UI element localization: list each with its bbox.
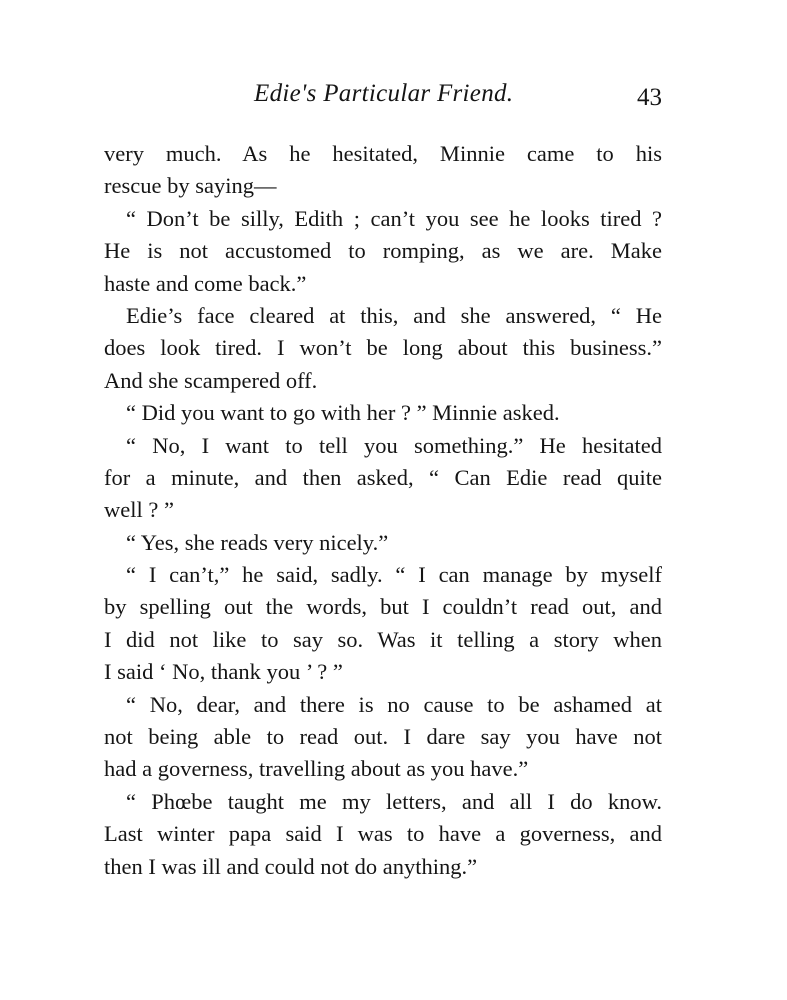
text-line: “ No, dear, and there is no cause to be ashamed at bbox=[126, 691, 662, 717]
text-line: haste and come back.” bbox=[104, 270, 307, 296]
text-line: And she scampered off. bbox=[104, 367, 318, 393]
text-line: Edie’s face cleared at this, and she answered, “ He bbox=[126, 302, 662, 328]
text-line: “ Did you want to go with her ? ” Minnie asked. bbox=[126, 400, 560, 426]
text-line: for a minute, and then asked, “ Can Edie read quite bbox=[104, 464, 662, 490]
running-title: Edie's Particular Friend. bbox=[254, 80, 514, 107]
text-line: had a governess, travelling about as you have.” bbox=[104, 756, 529, 782]
text-line: then I was ill and could not do anything.” bbox=[104, 853, 478, 879]
text-line: “ Yes, she reads very nicely.” bbox=[126, 529, 389, 555]
text-line: well ? ” bbox=[104, 497, 174, 523]
text-line: Last winter papa said I was to have a governess, and bbox=[104, 821, 662, 847]
text-line: He is not accustomed to romping, as we are. Make bbox=[104, 238, 662, 264]
text-line: does look tired. I won’t be long about this business.” bbox=[104, 335, 662, 361]
text-line: by spelling out the words, but I couldn’t read out, and bbox=[104, 594, 662, 620]
text-line: very much. As he hesitated, Minnie came to his bbox=[104, 141, 662, 166]
page-number: 43 bbox=[637, 84, 662, 111]
running-header bbox=[104, 78, 664, 118]
text-line: “ Phœbe taught me my letters, and all I do know. bbox=[126, 788, 662, 814]
text-line: I said ‘ No, thank you ’ ? ” bbox=[104, 659, 343, 685]
text-line: “ Don’t be silly, Edith ; can’t you see he looks tired ? bbox=[126, 205, 662, 231]
text-line: not being able to read out. I dare say you have not bbox=[104, 724, 662, 750]
body-text bbox=[104, 138, 662, 883]
text-line: I did not like to say so. Was it telling a story when bbox=[104, 626, 662, 652]
text-line: “ I can’t,” he said, sadly. “ I can manage by myself bbox=[126, 562, 662, 588]
text-line: rescue by saying— bbox=[104, 173, 277, 199]
text-line: “ No, I want to tell you something.” He hesitated bbox=[126, 432, 662, 458]
